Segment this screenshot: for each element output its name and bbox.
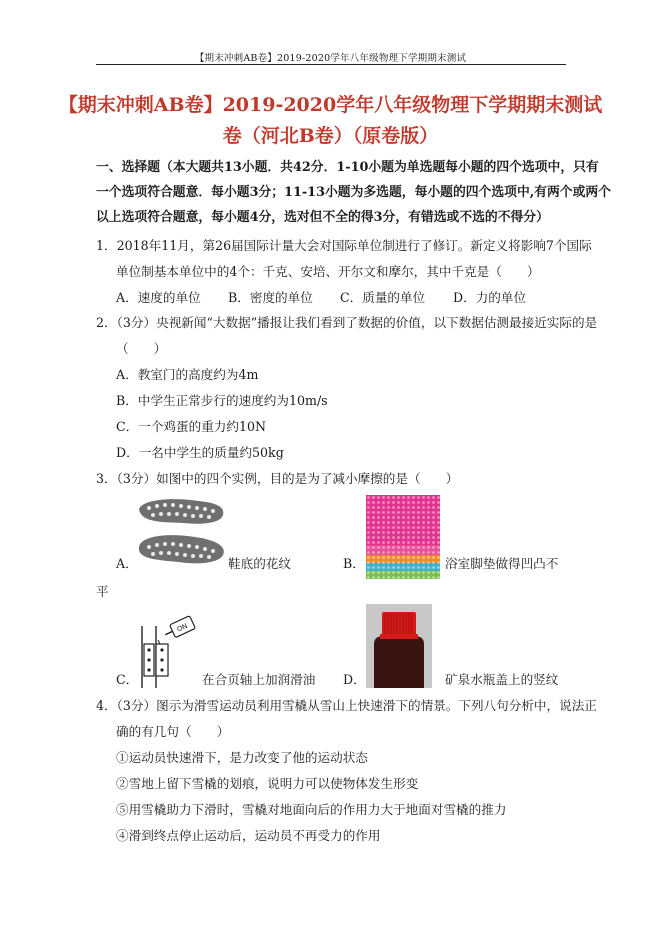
q1-option-c: C．质量的单位 [340,290,426,305]
section-instructions-line1: 一、选择题（本大题共13小题．共42分．1-10小题为单选题每小题的四个选项中，只有 [96,160,599,175]
document-title-line1: 【期末冲刺AB卷】2019-2020学年八年级物理下学期期末测试 [58,94,603,116]
q2-option-b: B．中学生正常步行的速度约为10m/s [116,393,328,408]
q3-stem: 3．（3分）如图中的四个实例，目的是为了减小摩擦的是（ ） [96,471,459,486]
q3-option-b-text-cont: 平 [96,584,109,599]
q4-stem-line2: 确的有几句（ ） [116,724,230,739]
q2-stem-line1: 2．（3分）央视新闻“大数据”播报让我们看到了数据的价值，以下数据估测最接近实际的是 [96,315,598,330]
section-instructions-line2: 一个选项符合题意．每小题3分；11-13小题为多选题，每小题的四个选项中,有两个或两个 [96,185,611,200]
q3-option-a-label: A． [116,556,138,571]
document-title-line2: 卷（河北B卷）（原卷版） [222,125,439,147]
bottle-cap-image [366,604,432,688]
q2-option-d: D．一名中学生的质量约50kg [116,445,284,460]
shoe-sole-image [133,495,229,571]
bath-mat-image [366,495,440,579]
q4-statement-3: ⑤用雪橇助力下滑时，雪橇对地面向后的作用力大于地面对雪橇的推力 [116,802,507,817]
q3-option-b-label: B． [343,556,365,571]
svg-text:ON: ON [175,621,189,634]
section-instructions-line3: 以上选项符合题意，每小题4分，选对但不全的得3分，有错选或不选的不得分） [96,210,549,225]
q4-stem-line1: 4．（3分）图示为滑雪运动员利用雪橇从雪山上快速滑下的情景。下列八句分析中，说法正 [96,698,597,713]
q4-statement-4: ④滑到终点停止运动后，运动员不再受力的作用 [116,828,381,843]
header-rule [96,64,566,65]
q3-option-c-text: 在合页轴上加润滑油 [202,672,316,687]
q2-option-a: A．教室门的高度约为4m [116,367,259,382]
q2-option-c: C．一个鸡蛋的重力约10N [116,419,267,434]
q1-stem-line2: 单位制基本单位中的4个：千克、安培、开尔文和摩尔，其中千克是（ ） [116,264,540,279]
q3-option-c-label: C． [116,672,139,687]
q3-option-b-text: 浴室脚垫做得凹凸不 [445,556,559,571]
hinge-oiling-image [134,612,198,690]
q1-option-d: D．力的单位 [453,290,527,305]
q1-option-b: B．密度的单位 [228,290,313,305]
q1-stem-line1: 1．2018年11月，第26届国际计量大会对国际单位制进行了修订。新定义将影响7个国际 [96,238,592,253]
page-header: 【期末冲刺AB卷】2019-2020学年八年级物理下学期期末测试 [194,53,467,64]
q4-statement-2: ②雪地上留下雪橇的划痕，说明力可以使物体发生形变 [116,776,419,791]
q1-option-a: A．速度的单位 [116,290,201,305]
q3-option-d-label: D． [343,672,366,687]
q2-stem-line2: （ ） [116,341,167,356]
q3-option-d-text: 矿泉水瓶盖上的竖纹 [445,672,559,687]
q4-statement-1: ①运动员快速滑下，是力改变了他的运动状态 [116,750,368,765]
q3-option-a-text: 鞋底的花纹 [228,556,291,571]
